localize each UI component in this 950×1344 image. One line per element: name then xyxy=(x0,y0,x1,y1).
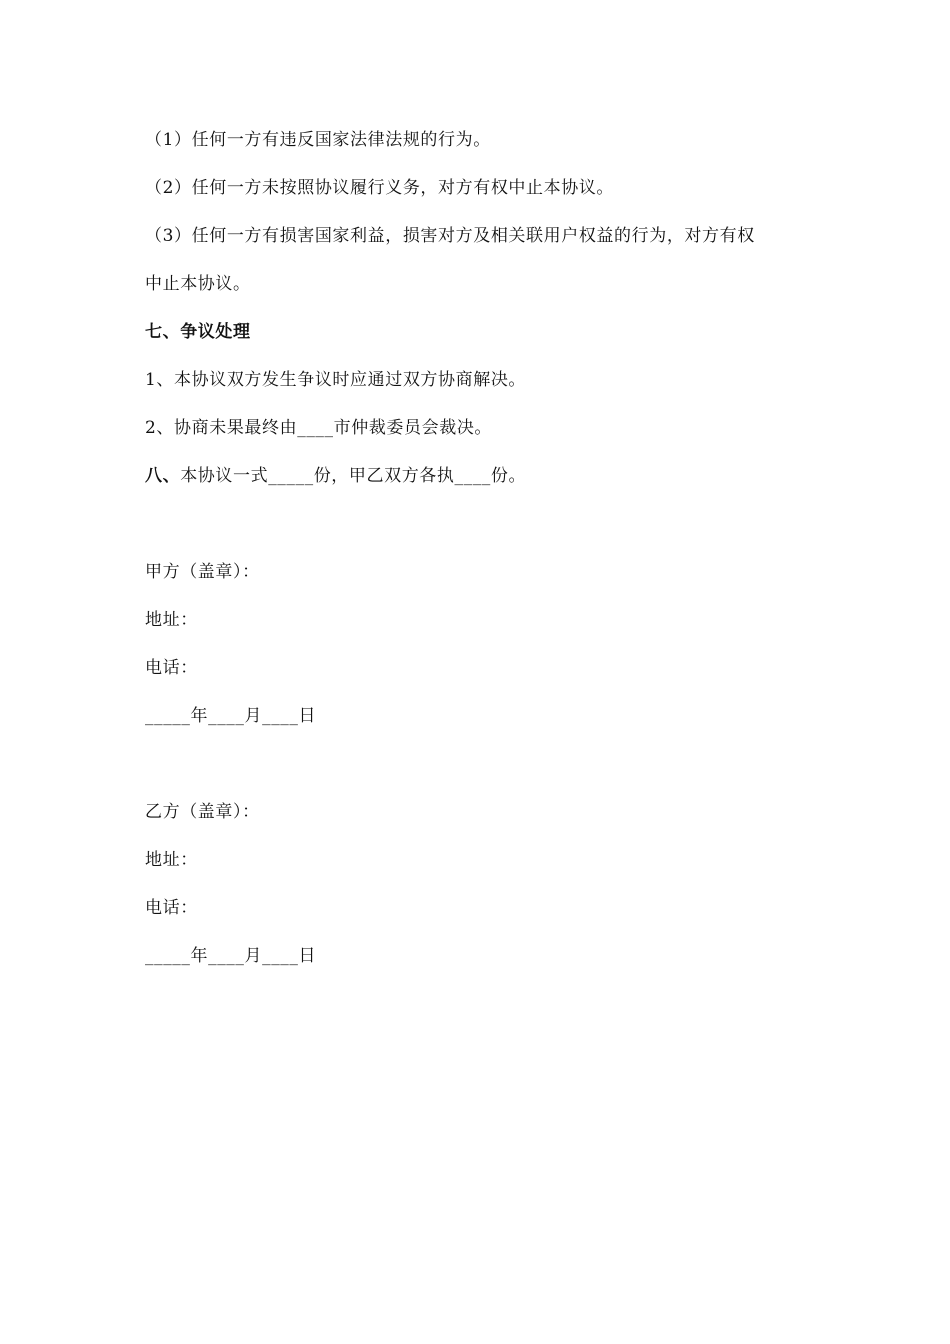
party-a-date: _____年____月____日 xyxy=(145,706,317,726)
section-heading-dispute: 七、争议处理 xyxy=(145,322,251,342)
party-b-date: _____年____月____日 xyxy=(145,946,317,966)
termination-item-1: （1）任何一方有违反国家法律法规的行为。 xyxy=(145,130,491,150)
party-b-address: 地址： xyxy=(145,850,198,870)
termination-item-3-line-2: 中止本协议。 xyxy=(145,274,251,294)
party-a-seal: 甲方（盖章）： xyxy=(145,562,260,582)
termination-item-2: （2）任何一方未按照协议履行义务，对方有权中止本协议。 xyxy=(145,178,615,198)
copies-text: 本协议一式_____份，甲乙双方各执____份。 xyxy=(180,466,527,486)
spacer xyxy=(145,500,825,548)
document-page xyxy=(145,116,825,980)
dispute-clause-1: 1、本协议双方发生争议时应通过双方协商解决。 xyxy=(145,370,527,390)
termination-item-3-line-1: （3）任何一方有损害国家利益，损害对方及相关联用户权益的行为，对方有权 xyxy=(145,226,755,246)
spacer xyxy=(145,740,825,788)
copies-clause xyxy=(145,452,825,500)
party-a-phone: 电话： xyxy=(145,658,198,678)
party-a-address: 地址： xyxy=(145,610,198,630)
party-b-phone: 电话： xyxy=(145,898,198,918)
section-heading-copies: 八、 xyxy=(145,466,181,486)
party-b-seal: 乙方（盖章）： xyxy=(145,802,260,822)
dispute-clause-2: 2、协商未果最终由____市仲裁委员会裁决。 xyxy=(145,418,493,438)
